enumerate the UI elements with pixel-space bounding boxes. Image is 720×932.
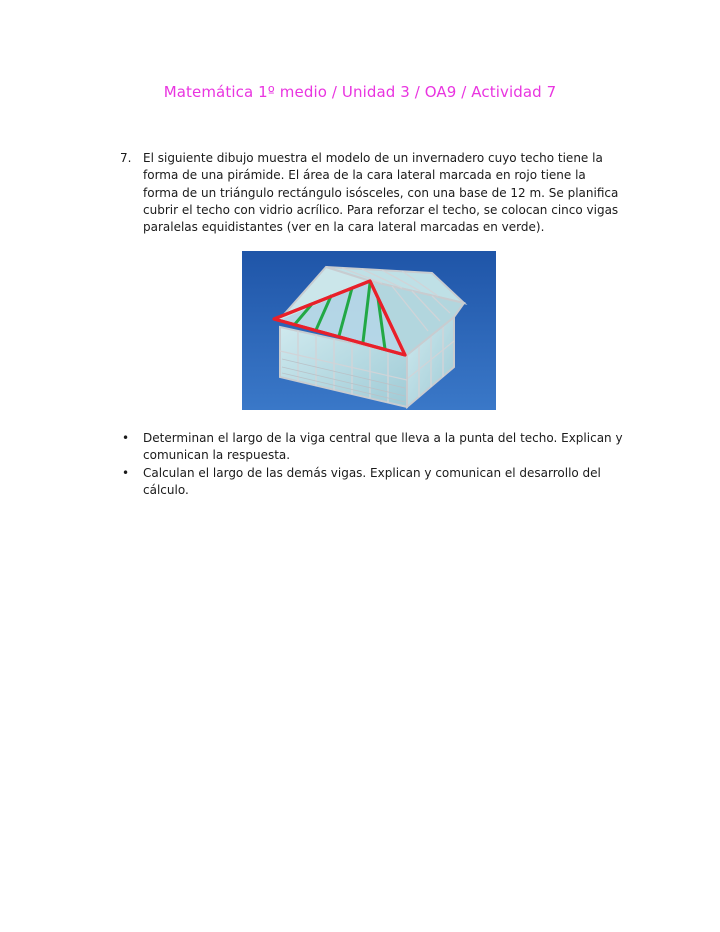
bullet-marker: • [122,465,130,480]
problem-text: El siguiente dibujo muestra el modelo de un invernadero cuyo techo tiene la forma de una pirámide. El área de la cara lateral marcada en rojo tiene la forma de un triángulo rectángulo isósceles, con una base de 12 m. Se planifica cubrir el techo con vidrio acrílico. Para reforzar el techo, se colocan cinco vigas paralelas equidistantes (ver en la cara lateral marcadas en verde). [143,151,619,235]
page-title: Matemática 1º medio / Unidad 3 / OA9 / Actividad 7 [163,83,557,101]
list-item [120,465,630,500]
list-item-text: Calculan el largo de las demás vigas. Explican y comunican el desarrollo del cálculo. [143,465,601,497]
list-item-text: Determinan el largo de la viga central que lleva a la punta del techo. Explican y comunican la respuesta. [143,431,623,463]
problem-number: 7. [120,151,132,165]
list-item [120,430,630,465]
greenhouse-illustration [242,251,496,410]
greenhouse-figure [242,251,496,410]
task-list [120,430,630,499]
bullet-marker: • [122,431,130,445]
